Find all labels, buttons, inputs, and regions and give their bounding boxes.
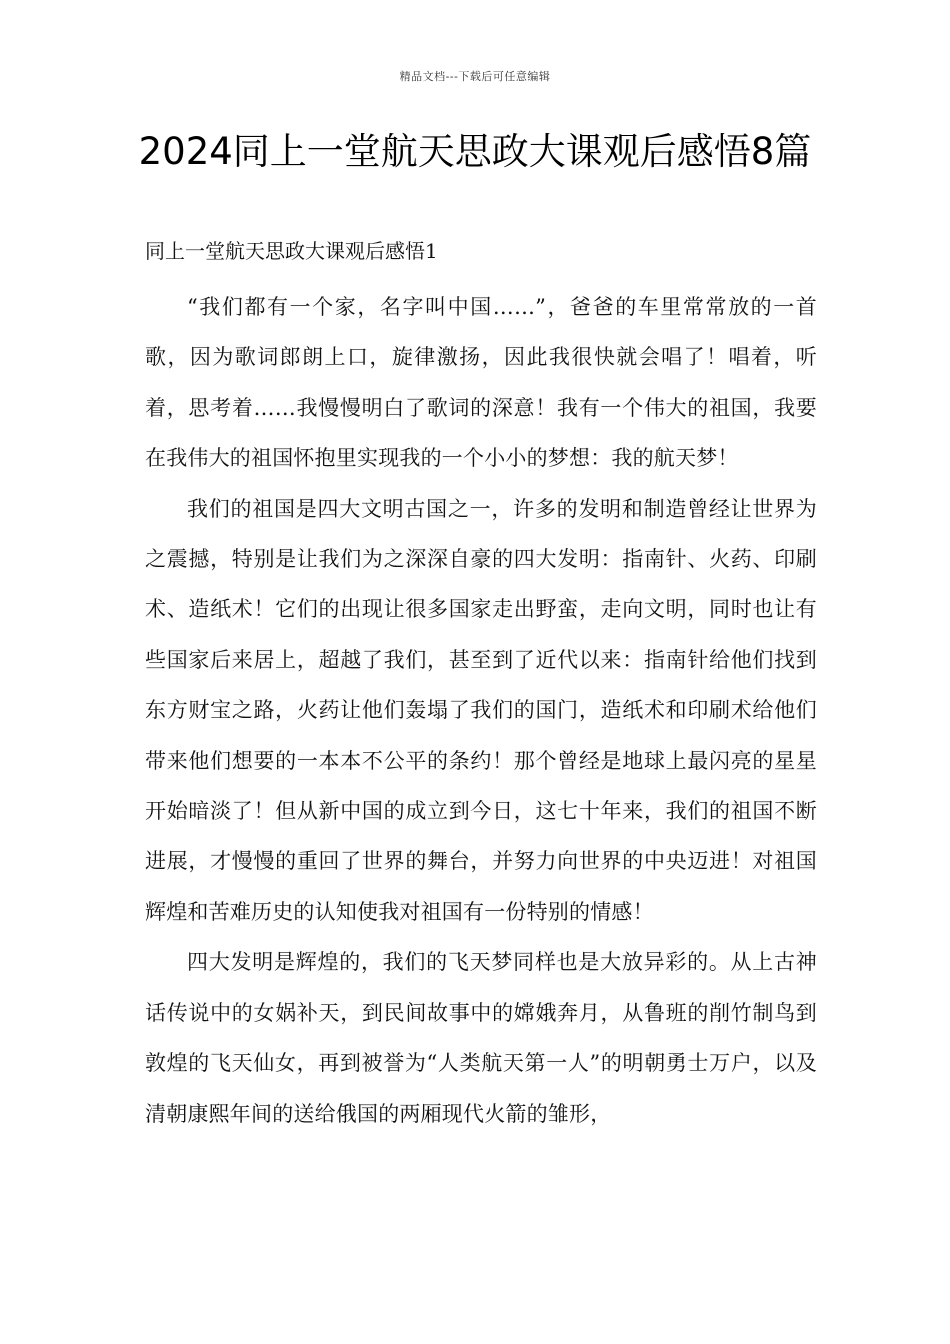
section-subtitle: 同上一堂航天思政大课观后感悟1: [145, 239, 438, 263]
header-note: 精品文档---下载后可任意编辑: [399, 70, 551, 83]
document-title: 2024同上一堂航天思政大课观后感悟8篇: [138, 130, 812, 173]
body-text: [145, 282, 817, 1139]
paragraph-1: “我们都有一个家，名字叫中国……”，爸爸的车里常常放的一首歌，因为歌词郎朗上口，旋律激扬，因此我很快就会唱了！唱着，听着，思考着……我慢慢明白了歌词的深意！我有一个伟大的祖国，我要在我伟大的祖国怀抱里实现我的一个小小的梦想：我的航天梦！: [145, 295, 817, 471]
paragraph-3: 四大发明是辉煌的，我们的飞天梦同样也是大放异彩的。从上古神话传说中的女娲补天，到民间故事中的嫦娥奔月，从鲁班的削竹制鸟到敦煌的飞天仙女，再到被誉为“人类航天第一人”的明朝勇士万户，以及清朝康熙年间的送给俄国的两厢现代火箭的雏形，: [145, 950, 817, 1126]
paragraph-2: 我们的祖国是四大文明古国之一，许多的发明和制造曾经让世界为之震撼，特别是让我们为之深深自豪的四大发明：指南针、火药、印刷术、造纸术！它们的出现让很多国家走出野蛮，走向文明，同时也让有些国家后来居上，超越了我们，甚至到了近代以来：指南针给他们找到东方财宝之路，火药让他们轰塌了我们的国门，造纸术和印刷术给他们带来他们想要的一本本不公平的条约！那个曾经是地球上最闪亮的星星开始暗淡了！但从新中国的成立到今日，这七十年来，我们的祖国不断进展，才慢慢的重回了世界的舞台，并努力向世界的中央迈进！对祖国辉煌和苦难历史的认知使我对祖国有一份特别的情感！: [145, 496, 817, 924]
